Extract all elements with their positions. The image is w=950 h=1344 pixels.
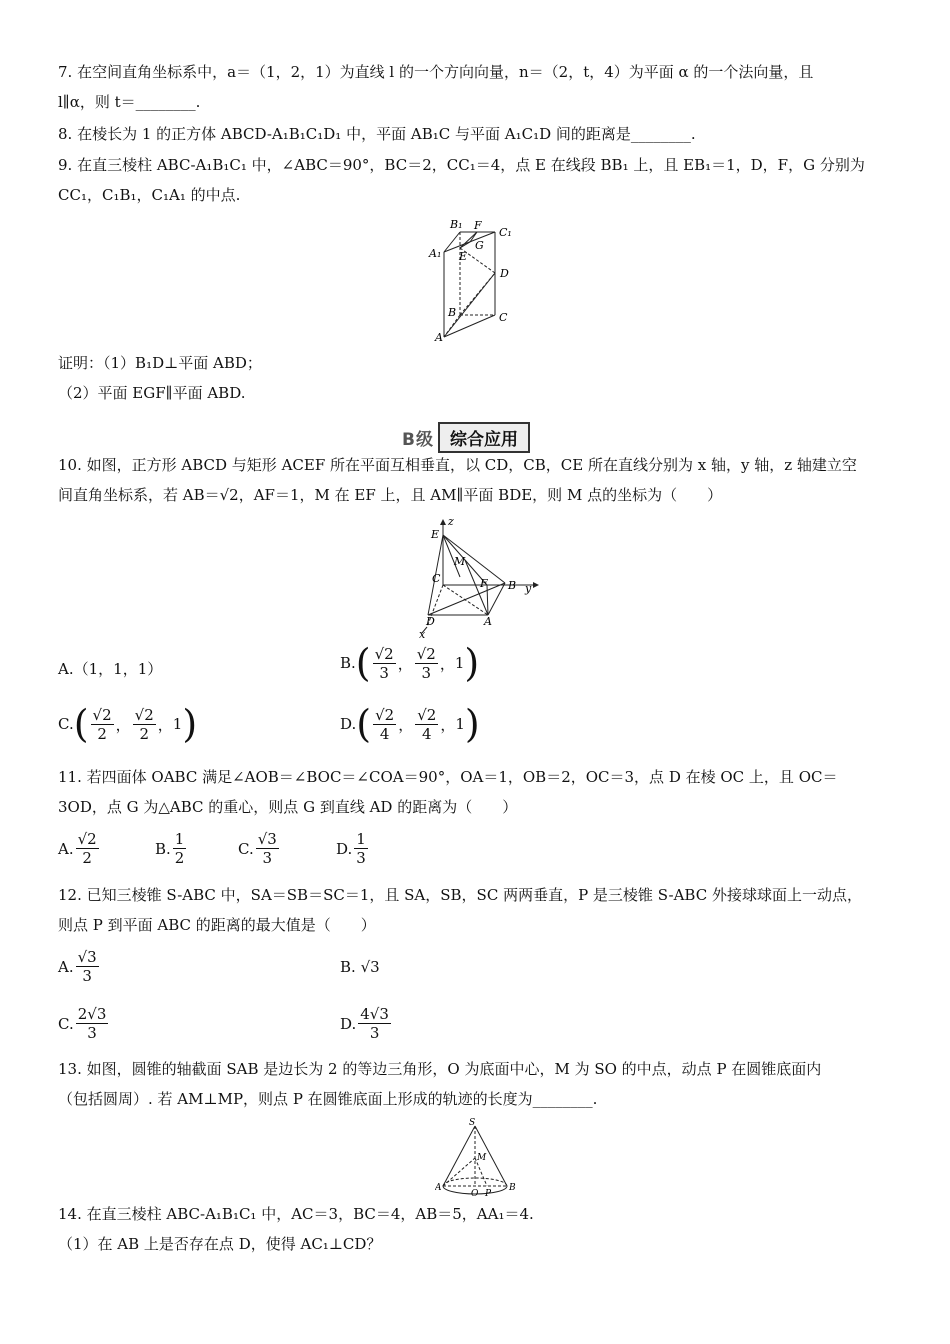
label-C: C [432,572,441,585]
label-C: C [499,311,508,324]
label-M: M [454,555,466,568]
q10-option-a[interactable]: A.（1，1，1） [58,660,163,678]
q14-line2: （1）在 AB 上是否存在点 D，使得 AC₁⊥CD？ [58,1235,382,1253]
label-O: O [471,1189,479,1199]
label-E: E [459,250,468,263]
label-F: F [474,219,482,232]
label-A: A [435,331,443,344]
q11-line2: 3OD，点 G 为△ABC 的重心，则点 G 到直线 AD 的距离为（ ） [58,798,518,816]
label-D: D [500,267,509,280]
q9-proof1: 证明：（1）B₁D⊥平面 ABD； [58,354,262,372]
level-badge: B级 [402,430,434,450]
label-E: E [431,528,440,541]
q9-line1: 9. 在直三棱柱 ABC-A₁B₁C₁ 中，∠ABC＝90°，BC＝2，CC₁＝4，点 E 在线段 BB₁ 上，且 EB₁＝1，D，F，G 分别为 [58,156,865,174]
label-F: F [480,577,488,590]
label-B: B [448,306,457,319]
q9-line2: CC₁，C₁B₁，C₁A₁ 的中点. [58,186,241,204]
q14-line1: 14. 在直三棱柱 ABC-A₁B₁C₁ 中，AC＝3，BC＝4，AB＝5，AA₁＝4. [58,1205,534,1223]
label-C1: C₁ [499,226,512,239]
q13-line2: （包括圆周）. 若 AM⊥MP，则点 P 在圆锥底面上形成的轨迹的长度为________. [58,1090,598,1108]
q7-line2: l∥α，则 t＝________. [58,93,201,111]
q7-line1: 7. 在空间直角坐标系中，a＝（1，2，1）为直线 l 的一个方向向量，n＝（2，t，4）为平面 α 的一个法向量，且 [58,63,814,81]
label-P: P [485,1189,492,1199]
q13-line1: 13. 如图，圆锥的轴截面 SAB 是边长为 2 的等边三角形，O 为底面中心，M 为 SO 的中点，动点 P 在圆锥底面内 [58,1060,822,1078]
section-title: 综合应用 [438,422,530,453]
q12-option-d[interactable]: D. $\frac{4√3}{3}$ [340,1005,389,1042]
label-y: y [525,582,532,595]
label-B: B [509,1183,516,1193]
label-D: D [426,615,435,628]
section-banner [402,422,530,453]
q11-option-c[interactable]: C. $\frac{√3}{3}$ [238,830,277,867]
label-x: x [419,628,426,640]
q12-line1: 12. 已知三棱锥 S-ABC 中，SA＝SB＝SC＝1，且 SA，SB，SC 两两垂直，P 是三棱锥 S-ABC 外接球球面上一动点， [58,886,862,904]
q12-option-a[interactable]: A. $\frac{√3}{3}$ [58,948,97,985]
q9-proof2: （2）平面 EGF∥平面 ABD. [58,384,246,402]
label-G: G [475,239,484,252]
q12-option-c[interactable]: C. $\frac{2√3}{3}$ [58,1005,107,1042]
q11-option-b[interactable]: B. $\frac{1}{2}$ [155,830,185,867]
q11-line1: 11. 若四面体 OABC 满足∠AOB＝∠BOC＝∠COA＝90°，OA＝1，OB＝2，OC＝3，点 D 在棱 OC 上，且 OC＝ [58,768,838,786]
label-S: S [469,1118,476,1128]
q10-option-c[interactable]: C. ( $\frac{√2}{2}$ ， $\frac{√2}{2}$ ， 1 ) [58,702,198,746]
q11-option-d[interactable]: D. $\frac{1}{3}$ [336,830,366,867]
q12-line2: 则点 P 到平面 ABC 的距离的最大值是（ ） [58,916,376,934]
q8-text: 8. 在棱长为 1 的正方体 ABCD-A₁B₁C₁D₁ 中，平面 AB₁C 与平面 A₁C₁D 间的距离是________. [58,125,696,143]
q10-line1: 10. 如图，正方形 ABCD 与矩形 ACEF 所在平面互相垂直，以 CD，CB，CE 所在直线分别为 x 轴，y 轴，z 轴建立空 [58,456,857,474]
label-B: B [508,579,517,592]
prism-figure [425,215,530,345]
label-A: A [484,615,492,628]
q10-line2: 间直角坐标系，若 AB＝√2，AF＝1，M 在 EF 上，且 AM∥平面 BDE，则 M 点的坐标为（ ） [58,486,723,504]
cone-figure [435,1118,520,1200]
q10-option-d[interactable]: D. ( $\frac{√2}{4}$ ， $\frac{√2}{4}$ ， 1 ) [340,702,480,746]
q12-option-b[interactable]: B. √3 [340,958,380,976]
square-rect-figure [410,515,545,640]
label-A: A [435,1183,442,1193]
q11-option-a[interactable]: A. $\frac{√2}{2}$ [58,830,97,867]
label-M: M [477,1153,487,1163]
label-B1: B₁ [450,218,463,231]
q10-option-b[interactable]: B. ( $\frac{√2}{3}$ ， $\frac{√2}{3}$ ， 1 ) [340,641,480,685]
label-A1: A₁ [429,247,442,260]
label-z: z [448,515,454,528]
